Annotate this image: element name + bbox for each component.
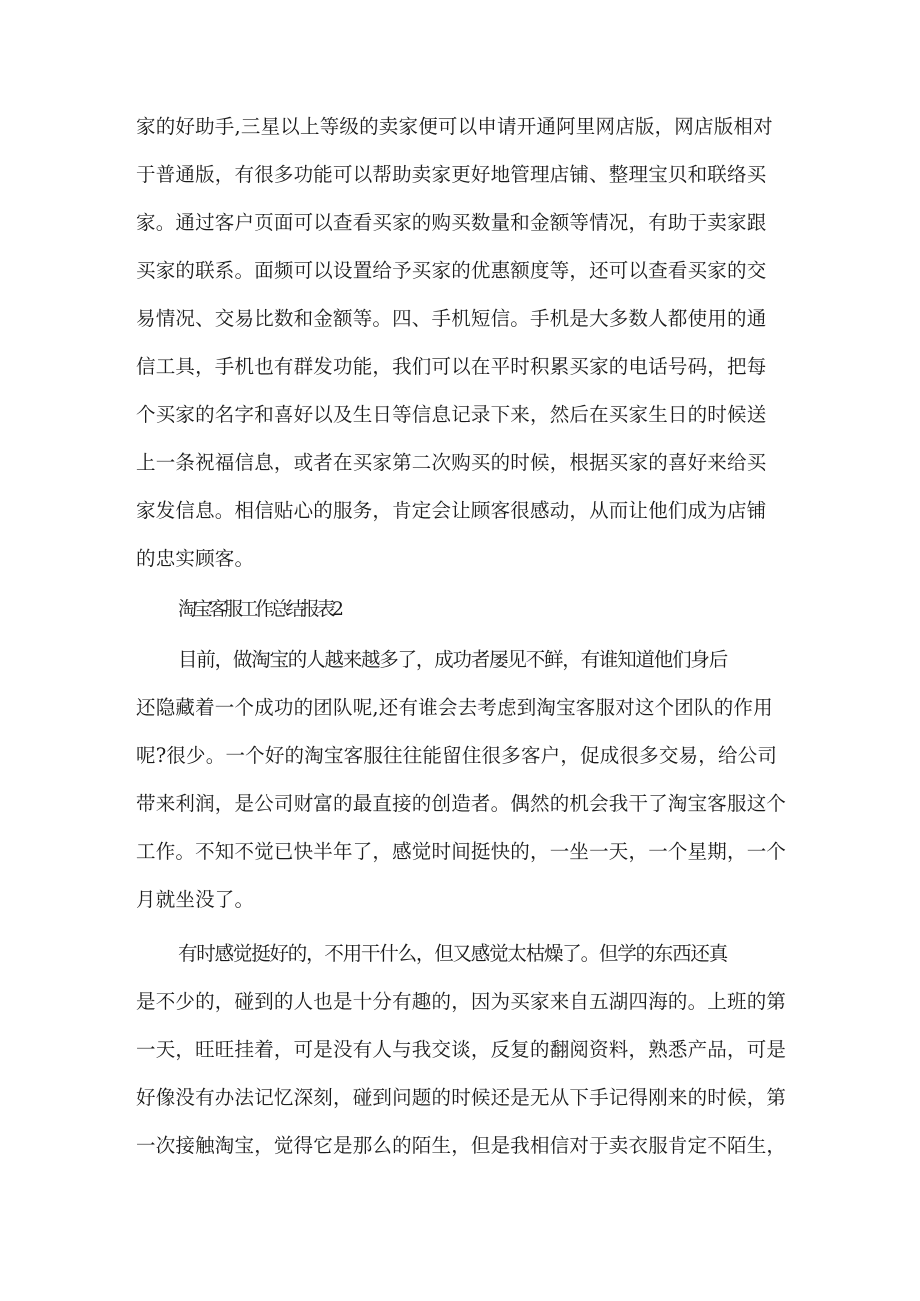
paragraph-2-line: 还隐藏着一个成功的团队呢,还有谁会去考虑到淘宝客服对这个团队的作用 — [136, 696, 773, 719]
paragraph-1-line: 家。通过客户页面可以查看买家的购买数量和金额等情况，有助于卖家跟 — [136, 211, 767, 234]
paragraph-1-line: 买家的联系。面频可以设置给予买家的优惠额度等，还可以查看买家的交 — [136, 259, 767, 282]
paragraph-1-line: 于普通版，有很多功能可以帮助卖家更好地管理店铺、整理宝贝和联络买 — [136, 163, 767, 186]
paragraph-3-line: 一次接触淘宝，觉得它是那么的陌生，但是我相信对于卖衣服肯定不陌生， — [136, 1134, 787, 1157]
paragraph-3-line: 是不少的，碰到的人也是十分有趣的，因为买家来自五湖四海的。上班的第 — [136, 990, 787, 1013]
paragraph-1-line: 家发信息。相信贴心的服务，肯定会让顾客很感动，从而让他们成为店铺 — [136, 499, 767, 522]
paragraph-3-line: 一天，旺旺挂着，可是没有人与我交谈，反复的翻阅资料，熟悉产品，可是 — [136, 1038, 787, 1061]
paragraph-2-line: 月就坐没了。 — [136, 888, 255, 911]
section-heading: 淘宝客服工作总结报表2 — [178, 598, 341, 620]
paragraph-2-line: 工作。不知不觉已快半年了，感觉时间挺快的，一坐一天，一个星期，一个 — [136, 840, 787, 863]
paragraph-1-line: 家的好助手,三星以上等级的卖家便可以申请开通阿里网店版，网店版相对 — [136, 115, 773, 138]
paragraph-3-line: 好像没有办法记忆深刻，碰到问题的时候还是无从下手记得刚来的时候，第 — [136, 1086, 787, 1109]
paragraph-1-line: 个买家的名字和喜好以及生日等信息记录下来，然后在买家生日的时候送 — [136, 403, 767, 426]
paragraph-1-line: 上一条祝福信息，或者在买家第二次购买的时候，根据买家的喜好来给买 — [136, 451, 767, 474]
paragraph-2-line: 呢?很少。一个好的淘宝客服往往能留住很多客户，促成很多交易，给公司 — [136, 744, 778, 767]
paragraph-2-line: 带来利润，是公司财富的最直接的创造者。偶然的机会我干了淘宝客服这个 — [136, 792, 787, 815]
paragraph-2-line: 目前，做淘宝的人越来越多了，成功者屡见不鲜，有谁知道他们身后 — [178, 648, 728, 671]
paragraph-3-line: 有时感觉挺好的，不用干什么，但又感觉太枯燥了。但学的东西还真 — [178, 942, 728, 965]
paragraph-1-line: 的忠实顾客。 — [136, 547, 255, 570]
paragraph-1-line: 易情况、交易比数和金额等。四、手机短信。手机是大多数人都使用的通 — [136, 307, 767, 330]
paragraph-1-line: 信工具，手机也有群发功能，我们可以在平时积累买家的电话号码，把每 — [136, 355, 767, 378]
